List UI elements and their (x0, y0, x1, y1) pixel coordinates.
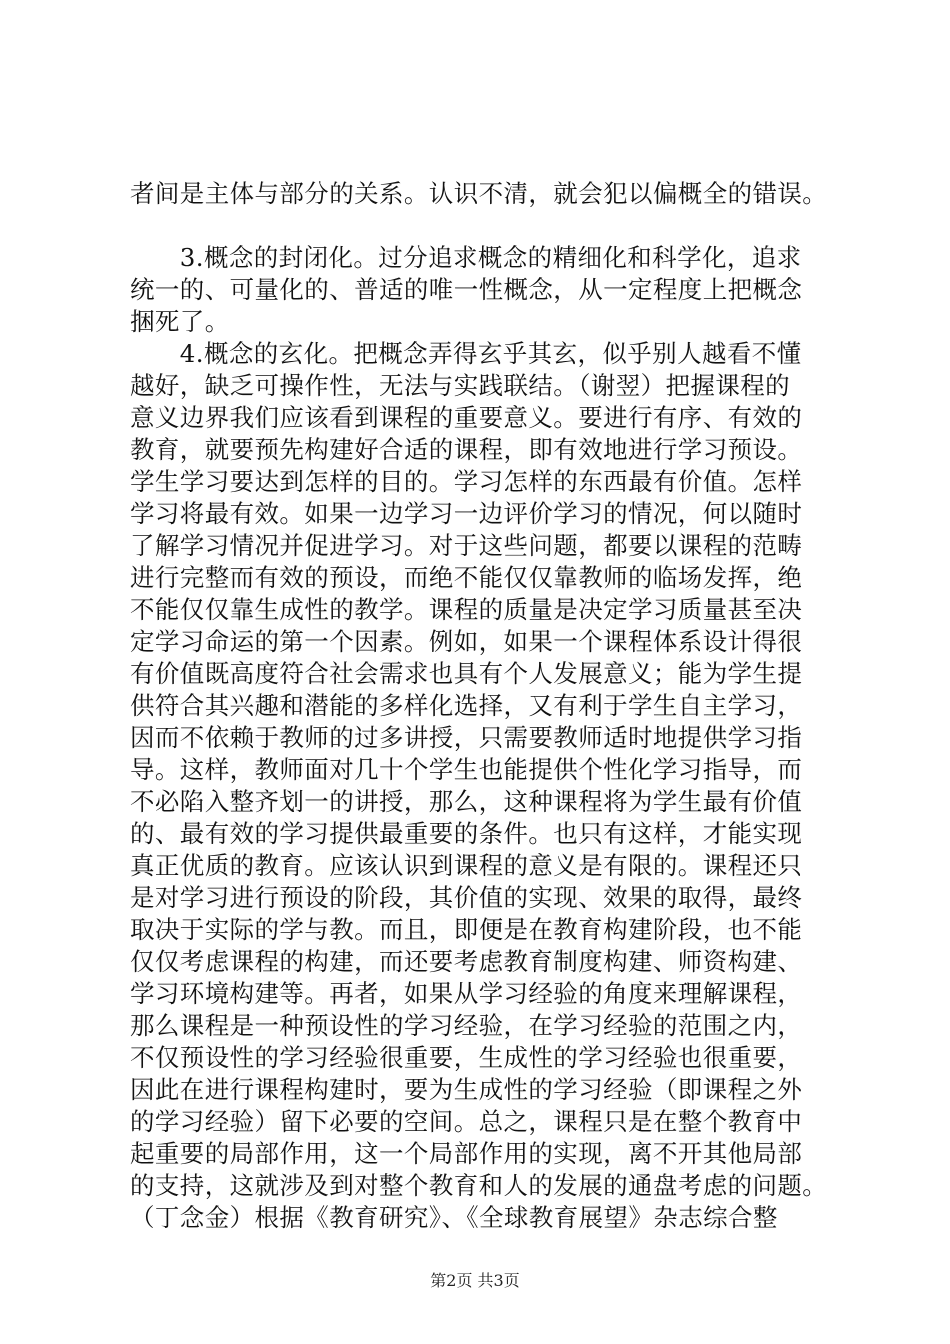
text-line: 教育，就要预先构建好合适的课程，即有效地进行学习预设。 (130, 435, 803, 464)
text-line: 意义边界我们应该看到课程的重要意义。要进行有序、有效的 (130, 403, 803, 432)
text-line: 4.概念的玄化。把概念弄得玄乎其玄，似乎别人越看不懂 (130, 339, 802, 368)
text-line: 定学习命运的第一个因素。例如，如果一个课程体系设计得很 (130, 627, 803, 656)
text-line: 进行完整而有效的预设，而绝不能仅仅靠教师的临场发挥，绝 (130, 563, 803, 592)
text-line: 统一的、可量化的、普适的唯一性概念，从一定程度上把概念 (130, 275, 803, 304)
text-line: （丁念金）根据《教育研究》、《全球教育展望》杂志综合整 (130, 1203, 778, 1232)
text-line: 的支持，这就涉及到对整个教育和人的发展的通盘考虑的问题。 (130, 1171, 828, 1200)
text-line: 那么课程是一种预设性的学习经验，在学习经验的范围之内， (130, 1011, 803, 1040)
text-line: 的学习经验）留下必要的空间。总之，课程只是在整个教育中 (130, 1107, 803, 1136)
text-line: 供符合其兴趣和潜能的多样化选择，又有利于学生自主学习， (130, 691, 803, 720)
text-line: 仅仅考虑课程的构建，而还要考虑教育制度构建、师资构建、 (130, 947, 803, 976)
text-line: 学习将最有效。如果一边学习一边评价学习的情况，何以随时 (130, 499, 803, 528)
text-line: 有价值既高度符合社会需求也具有个人发展意义；能为学生提 (130, 659, 803, 688)
text-line: 起重要的局部作用，这一个局部作用的实现，离不开其他局部 (130, 1139, 803, 1168)
text-line: 学生学习要达到怎样的目的。学习怎样的东西最有价值。怎样 (130, 467, 803, 496)
text-line: 不必陷入整齐划一的讲授，那么，这种课程将为学生最有价值 (130, 787, 803, 816)
text-line: 3.概念的封闭化。过分追求概念的精细化和科学化，追求 (130, 243, 802, 272)
text-line: 了解学习情况并促进学习。对于这些问题，都要以课程的范畴 (130, 531, 803, 560)
text-line: 越好，缺乏可操作性，无法与实践联结。（谢翌）把握课程的 (130, 371, 791, 400)
text-line: 不能仅仅靠生成性的教学。课程的质量是决定学习质量甚至决 (130, 595, 803, 624)
text-line: 捆死了。 (130, 307, 230, 336)
text-line: 真正优质的教育。应该认识到课程的意义是有限的。课程还只 (130, 851, 803, 880)
text-line: 是对学习进行预设的阶段，其价值的实现、效果的取得，最终 (130, 883, 803, 912)
text-line: 不仅预设性的学习经验很重要，生成性的学习经验也很重要， (130, 1043, 803, 1072)
page-footer: 第2页 共3页 (430, 1271, 520, 1290)
text-line: 导。这样，教师面对几十个学生也能提供个性化学习指导，而 (130, 755, 803, 784)
text-line: 因此在进行课程构建时，要为生成性的学习经验（即课程之外 (130, 1075, 803, 1104)
text-line: 取决于实际的学与教。而且，即便是在教育构建阶段，也不能 (130, 915, 803, 944)
text-line: 学习环境构建等。再者，如果从学习经验的角度来理解课程， (130, 979, 803, 1008)
text-line: 因而不依赖于教师的过多讲授，只需要教师适时地提供学习指 (130, 723, 803, 752)
text-line: 者间是主体与部分的关系。认识不清，就会犯以偏概全的错误。 (130, 179, 828, 208)
text-line: 的、最有效的学习提供最重要的条件。也只有这样，才能实现 (130, 819, 803, 848)
